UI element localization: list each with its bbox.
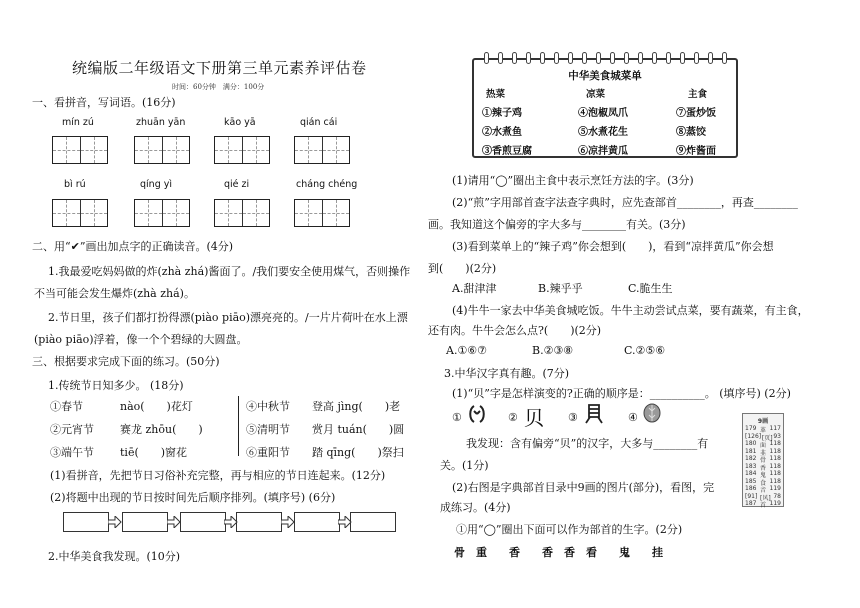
festival-4: ④中秋节: [246, 400, 290, 413]
option-c2: C.②⑤⑥: [624, 344, 666, 357]
pinyin-1: mín zú: [62, 117, 94, 128]
section-1-heading: 一、看拼音，写词语。(16分): [32, 96, 176, 109]
festival-5: ⑤清明节: [246, 423, 290, 436]
dict-page: 118: [769, 477, 781, 485]
dict-num: 187: [745, 500, 757, 507]
option-c: C.脆生生: [628, 282, 673, 295]
custom-2: 赛龙 zhōu( ): [120, 423, 203, 436]
r-line-5: 到( )(2分): [428, 262, 497, 275]
arrow-right-icon: [108, 516, 122, 528]
arrow-right-icon: [338, 516, 352, 528]
dict-num: 185: [745, 477, 757, 485]
menu-item: ④泡椒凤爪: [578, 108, 628, 119]
menu-item: ①辣子鸡: [482, 108, 522, 119]
r-line-14: (2)右图是字典部首目录中9画的图片(部分)，看图，完: [452, 481, 715, 494]
pinyin-5: bì rú: [64, 179, 86, 190]
dict-radical: 韭: [759, 449, 766, 457]
dict-page: 117: [769, 425, 781, 432]
arrow-right-icon: [224, 516, 238, 528]
custom-1: nào( )花灯: [120, 400, 193, 413]
dict-head: 9画: [757, 418, 769, 425]
menu-item: ⑦蛋炒饭: [676, 108, 716, 119]
custom-6: 踏 qīng( )祭扫: [312, 446, 404, 459]
option-b: B.辣乎乎: [538, 282, 583, 295]
exam-info: 时间：60分钟 满分：100分: [172, 83, 265, 91]
evo-label-1: ①: [452, 411, 462, 424]
menu-title: 中华美食城菜单: [568, 70, 642, 82]
writing-grid-1[interactable]: [52, 136, 108, 164]
custom-5: 赏月 tuán( )圆: [312, 423, 405, 436]
r-line-3: 画。我知道这个偏旁的字大多与________有关。(3分): [428, 218, 686, 231]
dict-radical: [页]: [761, 434, 773, 442]
dict-page: 118: [769, 447, 781, 455]
sequence-box-6[interactable]: [350, 512, 396, 532]
sec2-line-4: (piào piāo)浮着，像一个个碧绿的大圆盘。: [34, 333, 248, 346]
custom-3: tiē( )窗花: [120, 446, 188, 459]
q1-part-2: (2)将题中出现的节日按时间先后顺序排列。(填序号) (6分): [50, 491, 336, 504]
dict-num: [126]: [745, 432, 762, 440]
shell-image-icon: [642, 403, 662, 423]
q1-part-1: (1)看拼音，先把节日习俗补充完整，再与相应的节日连起来。(12分): [50, 469, 386, 482]
dict-num: 183: [745, 462, 757, 470]
q1-heading: 1.传统节日知多少。 (18分): [48, 379, 184, 392]
menu-item: ⑤水煮花生: [578, 127, 628, 138]
page-title: 统编版二年级语文下册第三单元素养评估卷: [72, 59, 367, 77]
sec2-line-2: 不当可能会发生爆炸(zhà zhá)。: [34, 287, 195, 300]
pinyin-4: qián cái: [300, 117, 338, 128]
evo-label-3: ③: [568, 411, 578, 424]
dict-num: 179: [745, 425, 757, 432]
dict-page: 118: [769, 470, 781, 477]
matching-divider: [238, 396, 239, 456]
dict-page: 118: [769, 455, 781, 462]
evo-label-4: ④: [628, 411, 638, 424]
sequence-box-4[interactable]: [236, 512, 282, 532]
dict-page: 93: [773, 432, 781, 440]
dict-page: 118: [769, 462, 781, 470]
option-a: A.甜津津: [452, 282, 497, 295]
arrow-right-icon: [281, 516, 295, 528]
option-a2: A.①⑥⑦: [446, 344, 488, 357]
dict-num: 180: [745, 440, 757, 447]
menu-header-hot: 热菜: [486, 89, 506, 100]
food-menu-card: [472, 58, 738, 158]
writing-grid-4[interactable]: [294, 136, 350, 164]
sequence-box-3[interactable]: [180, 512, 226, 532]
custom-4: 登高 jìng( )老: [312, 400, 401, 413]
festival-2: ②元宵节: [50, 423, 94, 436]
festival-1: ①春节: [50, 400, 83, 413]
sec2-line-1: 1.我最爱吃妈妈做的炸(zhà zhá)酱面了。/我们要安全使用煤气，否则操作: [48, 265, 411, 278]
dict-radical: 革: [759, 427, 766, 434]
r-line-15: 成练习。(4分): [440, 501, 511, 514]
dict-radical: 鬼: [759, 472, 766, 479]
r-line-8: 还有肉。牛牛会怎么点?( )(2分): [428, 324, 602, 337]
section-2-heading: 二、用“✔”画出加点字的正确读音。(4分): [32, 240, 234, 253]
sequence-box-2[interactable]: [122, 512, 168, 532]
dict-radical: 香: [759, 464, 766, 472]
dict-page: 119: [769, 485, 781, 492]
q2-heading: 2.中华美食我发现。(10分): [48, 550, 181, 563]
dict-page: 119: [769, 500, 781, 507]
dict-num: 181: [745, 447, 757, 455]
char-list: 骨 重 香 香 香 看 鬼 挂: [454, 546, 663, 559]
dict-num: 184: [745, 470, 757, 477]
dictionary-index-image: [742, 413, 784, 507]
dict-num: [91]: [745, 492, 758, 500]
seal-glyph-icon: [584, 403, 604, 425]
sec2-line-3: 2.节日里，孩子们都打扮得漂(piào piāo)漂亮亮的。/一片片荷叶在水上漂: [48, 311, 408, 324]
r-line-1: (1)请用“◯”圈出主食中表示烹饪方法的字。(3分): [452, 174, 694, 187]
r-line-2: (2)“煎”字用部首查字法查字典时，应先查部首________，再查________: [452, 196, 798, 209]
pinyin-8: cháng chéng: [296, 179, 358, 190]
shell-glyph-icon: [466, 403, 488, 425]
pinyin-7: qié zi: [224, 179, 250, 190]
modern-glyph: 贝: [524, 406, 544, 430]
r-line-13: 关。(1分): [440, 459, 489, 472]
dict-page: 78: [773, 492, 781, 500]
r-line-7: (4)牛牛一家去中华美食城吃饭。牛牛主动尝试点菜，要有蔬菜，有主食，: [452, 304, 809, 317]
dict-num: 182: [745, 455, 757, 462]
dict-num: 186: [745, 485, 757, 492]
option-b2: B.②③⑧: [532, 344, 574, 357]
sequence-box-5[interactable]: [294, 512, 340, 532]
writing-grid-7[interactable]: [214, 199, 270, 227]
dict-radical: 食: [759, 479, 766, 487]
menu-item: ⑨炸酱面: [676, 146, 716, 157]
r-line-11: (1)“贝”字是怎样演变的?正确的顺序是：__________。 (填序号) (2分): [452, 387, 791, 400]
menu-item: ⑥凉拌黄瓜: [578, 146, 628, 157]
dict-radical: 音: [759, 487, 766, 494]
arrow-right-icon: [167, 516, 181, 528]
dict-radical: 面: [759, 442, 766, 449]
festival-6: ⑥重阳节: [246, 446, 290, 459]
dict-radical: 骨: [759, 457, 766, 464]
dict-page: 118: [769, 440, 781, 447]
r-line-12: 我发现：含有偏旁“贝”的汉字，大多与________有: [466, 437, 709, 450]
writing-grid-2[interactable]: [134, 136, 190, 164]
writing-grid-3[interactable]: [214, 136, 270, 164]
section-3-heading: 三、根据要求完成下面的练习。(50分): [32, 355, 220, 368]
pinyin-2: zhuān yān: [136, 117, 186, 128]
pinyin-3: kāo yā: [224, 117, 256, 128]
dict-radical: [风]: [760, 494, 771, 502]
writing-grid-5[interactable]: [52, 199, 108, 227]
writing-grid-6[interactable]: [134, 199, 190, 227]
menu-item: ⑧蒸饺: [676, 127, 706, 138]
writing-grid-8[interactable]: [294, 199, 350, 227]
evo-label-2: ②: [508, 411, 518, 424]
r-line-4: (3)看到菜单上的“辣子鸡”你会想到( )，看到“凉拌黄瓜”你会想: [452, 240, 774, 253]
menu-header-cold: 凉菜: [586, 89, 606, 100]
dict-radical: 首: [759, 502, 766, 509]
r-line-16: ①用“◯”圈出下面可以作为部首的生字。(2分): [456, 523, 683, 536]
menu-header-staple: 主食: [688, 89, 708, 100]
menu-item: ③香煎豆腐: [482, 146, 532, 157]
festival-3: ③端午节: [50, 446, 94, 459]
menu-item: ②水煮鱼: [482, 127, 522, 138]
r-q3-heading: 3.中华汉字真有趣。(7分): [444, 367, 570, 380]
sequence-box-1[interactable]: [63, 512, 109, 532]
pinyin-6: qíng yì: [140, 179, 173, 190]
